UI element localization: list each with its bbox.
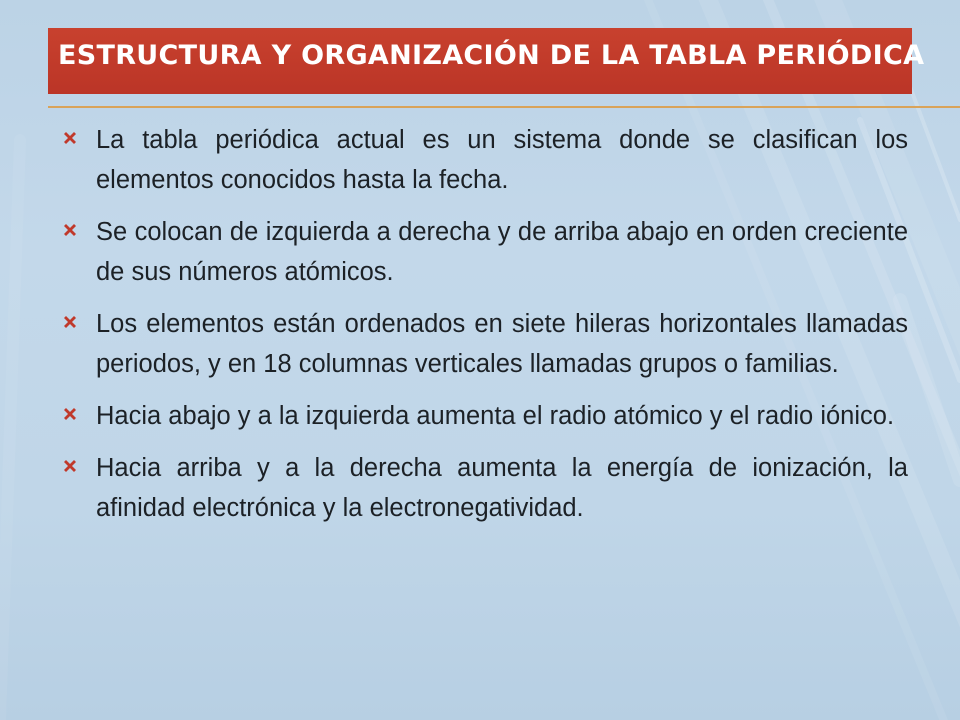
bullet-item (60, 120, 908, 200)
x-bullet-icon (60, 129, 80, 149)
bullet-text: Los elementos están ordenados en siete hileras horizontales llamadas periodos, y en 18 columnas verticales llamadas grupos o familias. (96, 310, 908, 378)
bullet-list (60, 120, 908, 540)
bullet-text: Se colocan de izquierda a derecha y de arriba abajo en orden creciente de sus números atómicos. (96, 218, 908, 286)
x-bullet-icon (60, 405, 80, 425)
bullet-item (60, 212, 908, 292)
x-bullet-icon (60, 221, 80, 241)
bullet-text: Hacia arriba y a la derecha aumenta la energía de ionización, la afinidad electrónica y la electronegatividad. (96, 454, 908, 522)
x-bullet-icon (60, 457, 80, 477)
bullet-item (60, 304, 908, 384)
bullet-item (60, 448, 908, 528)
bullet-text: La tabla periódica actual es un sistema donde se clasifican los elementos conocidos hasta la fecha. (96, 126, 908, 194)
slide-title: ESTRUCTURA Y ORGANIZACIÓN DE LA TABLA PERIÓDICA (58, 40, 925, 71)
bullet-text: Hacia abajo y a la izquierda aumenta el radio atómico y el radio iónico. (96, 402, 895, 430)
title-divider (48, 106, 960, 108)
bullet-item (60, 396, 908, 436)
x-bullet-icon (60, 313, 80, 333)
title-bar (48, 28, 925, 94)
